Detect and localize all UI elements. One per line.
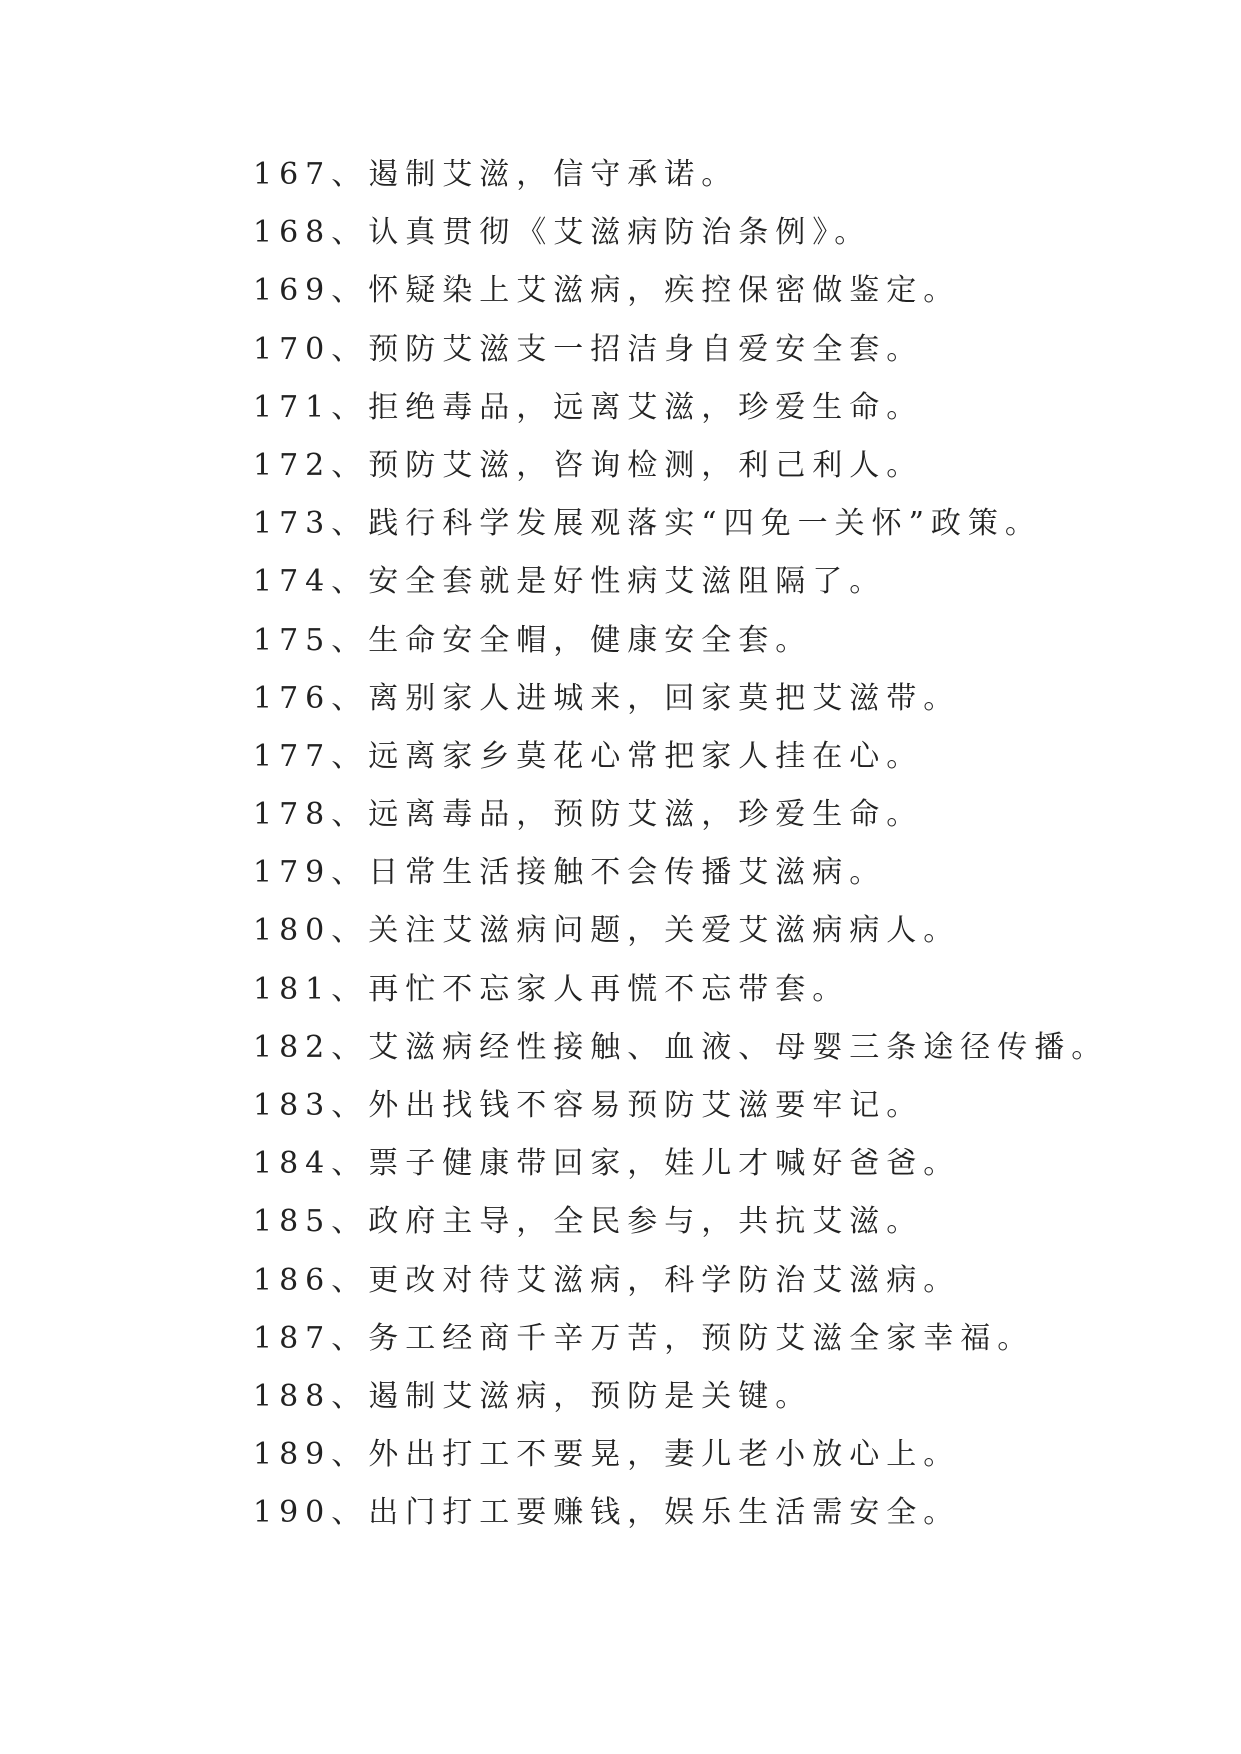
list-item: 189、外出打工不要晃，妻儿老小放心上。: [253, 1437, 961, 1473]
list-item: 173、践行科学发展观落实“四免一关怀”政策。: [253, 506, 1042, 542]
list-item: 171、拒绝毒品，远离艾滋，珍爱生命。: [253, 389, 924, 425]
list-item: 187、务工经商千辛万苦，预防艾滋全家幸福。: [253, 1320, 1035, 1356]
list-item: 172、预防艾滋，咨询检测，利己利人。: [253, 447, 924, 483]
list-item: 176、离别家人进城来，回家莫把艾滋带。: [253, 680, 961, 716]
list-item: 178、远离毒品，预防艾滋，珍爱生命。: [253, 797, 924, 833]
list-item: 184、票子健康带回家，娃儿才喊好爸爸。: [253, 1146, 961, 1182]
list-item: 186、更改对待艾滋病，科学防治艾滋病。: [253, 1262, 961, 1298]
list-item: 190、出门打工要赚钱，娱乐生活需安全。: [253, 1495, 961, 1531]
list-item: 188、遏制艾滋病，预防是关键。: [253, 1378, 813, 1414]
list-item: 180、关注艾滋病问题，关爱艾滋病病人。: [253, 913, 961, 949]
list-item: 177、远离家乡莫花心常把家人挂在心。: [253, 738, 924, 774]
list-item: 170、预防艾滋支一招洁身自爱安全套。: [253, 331, 924, 367]
list-item: 168、认真贯彻《艾滋病防治条例》。: [253, 215, 872, 251]
list-item: 169、怀疑染上艾滋病，疾控保密做鉴定。: [253, 273, 961, 309]
list-item: 174、安全套就是好性病艾滋阻隔了。: [253, 564, 887, 600]
list-item: 179、日常生活接触不会传播艾滋病。: [253, 855, 887, 891]
list-item: 181、再忙不忘家人再慌不忘带套。: [253, 971, 850, 1007]
list-item: 185、政府主导，全民参与，共抗艾滋。: [253, 1204, 924, 1240]
slogan-list: [253, 157, 1109, 1543]
list-item: 167、遏制艾滋，信守承诺。: [253, 157, 739, 192]
list-item: 182、艾滋病经性接触、血液、母婴三条途径传播。: [253, 1029, 1109, 1065]
list-item: 183、外出找钱不容易预防艾滋要牢记。: [253, 1088, 924, 1123]
list-item: 175、生命安全帽，健康安全套。: [253, 622, 813, 658]
